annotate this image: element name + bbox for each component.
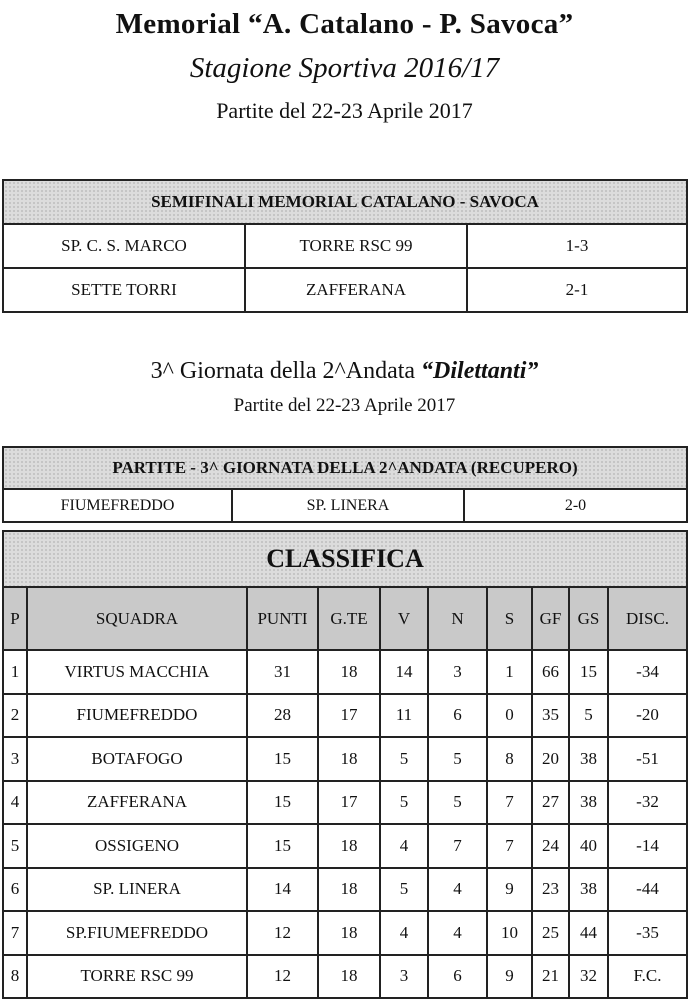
cell-position: 4 <box>3 781 27 825</box>
col-goals-against: GS <box>569 587 608 650</box>
standings-table <box>2 530 688 999</box>
standings-title: CLASSIFICA <box>3 531 687 587</box>
cell-goals-for: 27 <box>532 781 569 825</box>
cell-drawn: 5 <box>428 737 487 781</box>
home-team: SETTE TORRI <box>3 268 245 312</box>
giornata-title-emphasis: “Dilettanti” <box>421 358 539 384</box>
cell-team: SP.FIUMEFREDDO <box>27 911 247 955</box>
col-won: V <box>380 587 428 650</box>
cell-points: 15 <box>247 737 318 781</box>
cell-won: 5 <box>380 737 428 781</box>
away-team: ZAFFERANA <box>245 268 467 312</box>
col-lost: S <box>487 587 532 650</box>
season-subtitle: Stagione Sportiva 2016/17 <box>189 52 500 84</box>
cell-played: 18 <box>318 824 380 868</box>
cell-played: 18 <box>318 737 380 781</box>
cell-discipline: -51 <box>608 737 687 781</box>
away-team: SP. LINERA <box>232 489 464 522</box>
table-row <box>3 868 687 912</box>
cell-points: 15 <box>247 824 318 868</box>
cell-played: 18 <box>318 955 380 999</box>
cell-position: 2 <box>3 694 27 738</box>
match-row <box>3 268 687 312</box>
cell-goals-against: 40 <box>569 824 608 868</box>
match-score: 1-3 <box>467 224 687 268</box>
cell-won: 4 <box>380 911 428 955</box>
cell-goals-against: 38 <box>569 868 608 912</box>
cell-points: 12 <box>247 911 318 955</box>
table-row <box>3 824 687 868</box>
cell-won: 3 <box>380 955 428 999</box>
col-drawn: N <box>428 587 487 650</box>
cell-drawn: 3 <box>428 650 487 694</box>
cell-goals-for: 25 <box>532 911 569 955</box>
semifinals-table <box>2 179 688 313</box>
cell-played: 18 <box>318 650 380 694</box>
cell-position: 3 <box>3 737 27 781</box>
cell-team: BOTAFOGO <box>27 737 247 781</box>
match-row <box>3 489 687 522</box>
cell-goals-for: 21 <box>532 955 569 999</box>
cell-won: 5 <box>380 868 428 912</box>
cell-goals-against: 5 <box>569 694 608 738</box>
cell-position: 8 <box>3 955 27 999</box>
cell-drawn: 6 <box>428 955 487 999</box>
col-discipline: DISC. <box>608 587 687 650</box>
match-score: 2-1 <box>467 268 687 312</box>
cell-goals-against: 38 <box>569 737 608 781</box>
cell-played: 17 <box>318 781 380 825</box>
table-row <box>3 650 687 694</box>
cell-points: 28 <box>247 694 318 738</box>
cell-discipline: F.C. <box>608 955 687 999</box>
standings-header-row <box>3 587 687 650</box>
cell-won: 14 <box>380 650 428 694</box>
cell-goals-against: 44 <box>569 911 608 955</box>
cell-lost: 8 <box>487 737 532 781</box>
cell-position: 6 <box>3 868 27 912</box>
away-team: TORRE RSC 99 <box>245 224 467 268</box>
cell-goals-against: 38 <box>569 781 608 825</box>
giornata-title <box>0 358 689 385</box>
recupero-table <box>2 446 688 523</box>
memorial-title: Memorial “A. Catalano - P. Savoca” <box>115 8 574 40</box>
table-row <box>3 781 687 825</box>
cell-played: 18 <box>318 868 380 912</box>
cell-drawn: 6 <box>428 694 487 738</box>
match-dates: Partite del 22-23 Aprile 2017 <box>216 98 473 123</box>
recupero-title: PARTITE - 3^ GIORNATA DELLA 2^ANDATA (RECUPERO) <box>3 447 687 489</box>
cell-discipline: -44 <box>608 868 687 912</box>
cell-discipline: -34 <box>608 650 687 694</box>
cell-goals-for: 24 <box>532 824 569 868</box>
cell-goals-against: 15 <box>569 650 608 694</box>
cell-team: FIUMEFREDDO <box>27 694 247 738</box>
cell-won: 11 <box>380 694 428 738</box>
cell-goals-for: 66 <box>532 650 569 694</box>
cell-goals-for: 23 <box>532 868 569 912</box>
col-points: PUNTI <box>247 587 318 650</box>
col-played: G.TE <box>318 587 380 650</box>
cell-points: 12 <box>247 955 318 999</box>
cell-played: 17 <box>318 694 380 738</box>
cell-goals-for: 20 <box>532 737 569 781</box>
cell-team: SP. LINERA <box>27 868 247 912</box>
cell-position: 7 <box>3 911 27 955</box>
table-row <box>3 737 687 781</box>
giornata-title-prefix: 3^ Giornata della 2^Andata <box>150 358 422 384</box>
cell-lost: 7 <box>487 781 532 825</box>
match-score: 2-0 <box>464 489 687 522</box>
cell-lost: 7 <box>487 824 532 868</box>
cell-goals-against: 32 <box>569 955 608 999</box>
match-row <box>3 224 687 268</box>
cell-team: OSSIGENO <box>27 824 247 868</box>
cell-won: 5 <box>380 781 428 825</box>
table-row <box>3 911 687 955</box>
cell-drawn: 4 <box>428 868 487 912</box>
col-team: SQUADRA <box>27 587 247 650</box>
cell-goals-for: 35 <box>532 694 569 738</box>
table-row <box>3 694 687 738</box>
cell-lost: 9 <box>487 868 532 912</box>
cell-points: 14 <box>247 868 318 912</box>
cell-lost: 1 <box>487 650 532 694</box>
cell-lost: 10 <box>487 911 532 955</box>
cell-played: 18 <box>318 911 380 955</box>
cell-position: 1 <box>3 650 27 694</box>
home-team: SP. C. S. MARCO <box>3 224 245 268</box>
col-position: P <box>3 587 27 650</box>
cell-drawn: 5 <box>428 781 487 825</box>
cell-discipline: -14 <box>608 824 687 868</box>
giornata-dates: Partite del 22-23 Aprile 2017 <box>233 395 456 416</box>
cell-discipline: -20 <box>608 694 687 738</box>
cell-discipline: -35 <box>608 911 687 955</box>
cell-team: VIRTUS MACCHIA <box>27 650 247 694</box>
cell-lost: 0 <box>487 694 532 738</box>
cell-lost: 9 <box>487 955 532 999</box>
cell-team: ZAFFERANA <box>27 781 247 825</box>
cell-points: 15 <box>247 781 318 825</box>
home-team: FIUMEFREDDO <box>3 489 232 522</box>
cell-drawn: 4 <box>428 911 487 955</box>
col-goals-for: GF <box>532 587 569 650</box>
cell-points: 31 <box>247 650 318 694</box>
cell-drawn: 7 <box>428 824 487 868</box>
cell-won: 4 <box>380 824 428 868</box>
cell-team: TORRE RSC 99 <box>27 955 247 999</box>
cell-position: 5 <box>3 824 27 868</box>
cell-discipline: -32 <box>608 781 687 825</box>
table-row <box>3 955 687 999</box>
semifinals-title: SEMIFINALI MEMORIAL CATALANO - SAVOCA <box>3 180 687 224</box>
